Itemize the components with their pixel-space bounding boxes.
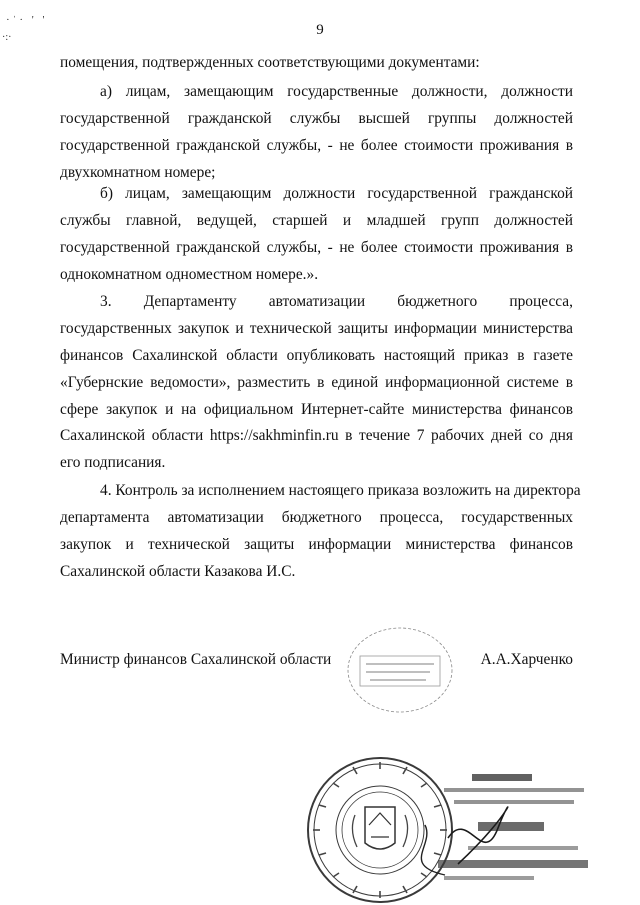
- text-line: службы главной, ведущей, старшей и младшей групп должностей: [60, 211, 573, 229]
- text-line: «Губернские ведомости», разместить в единой информационной системе в: [60, 373, 573, 391]
- text-line: его подписания.: [60, 454, 166, 472]
- text-line: государственной гражданской службы, - не более стоимости проживания в: [60, 238, 573, 256]
- text-line: 4. Контроль за исполнением настоящего приказа возложить на директора: [100, 482, 581, 499]
- paragraph-item-4: [60, 478, 581, 586]
- scan-marks: ·ˈ· ' ': [6, 14, 48, 26]
- text-line: государственных закупок и технической защиты информации министерства: [60, 319, 573, 337]
- text-line: помещения, подтвержденных соответствующими документами:: [60, 54, 480, 71]
- text-line: Сахалинской области Казакова И.С.: [60, 562, 296, 580]
- text-line: департамента автоматизации бюджетного процесса, государственных: [60, 508, 573, 526]
- text-line: Сахалинской области https://sakhminfin.ru в течение 7 рабочих дней со дня: [60, 427, 573, 445]
- text-line: финансов Сахалинской области опубликовать настоящий приказ в газете: [60, 346, 573, 364]
- text-line: сфере закупок и на официальном Интернет-сайте министерства финансов: [60, 400, 573, 418]
- paragraph-item-b: [60, 181, 573, 289]
- scan-mark-left: ·:·: [2, 32, 12, 43]
- text-line: закупок и технической защиты информации министерства финансов: [60, 535, 573, 553]
- paragraph-premises: [60, 50, 573, 77]
- official-seal: [305, 755, 455, 905]
- signatory-position: Министр финансов Сахалинской области: [60, 651, 332, 668]
- text-line: б) лицам, замещающим должности государственной гражданской: [100, 185, 573, 202]
- signature-stamp: [340, 620, 460, 720]
- text-line: двухкомнатном номере;: [60, 163, 216, 181]
- certification-stamp: [438, 768, 598, 888]
- text-line: 3. Департаменту автоматизации бюджетного процесса,: [100, 293, 573, 310]
- paragraph-item-a: [60, 79, 573, 187]
- signatory-name: А.А.Харченко: [480, 651, 573, 668]
- text-line: государственной гражданской службы высшей группы должностей: [60, 109, 573, 127]
- paragraph-item-3: [60, 289, 573, 477]
- page-number: 9: [316, 22, 324, 38]
- text-line: а) лицам, замещающим государственные должности, должности: [100, 83, 573, 100]
- text-line: однокомнатном одноместном номере.».: [60, 265, 319, 283]
- text-line: государственной гражданской службы, - не более стоимости проживания в: [60, 136, 573, 154]
